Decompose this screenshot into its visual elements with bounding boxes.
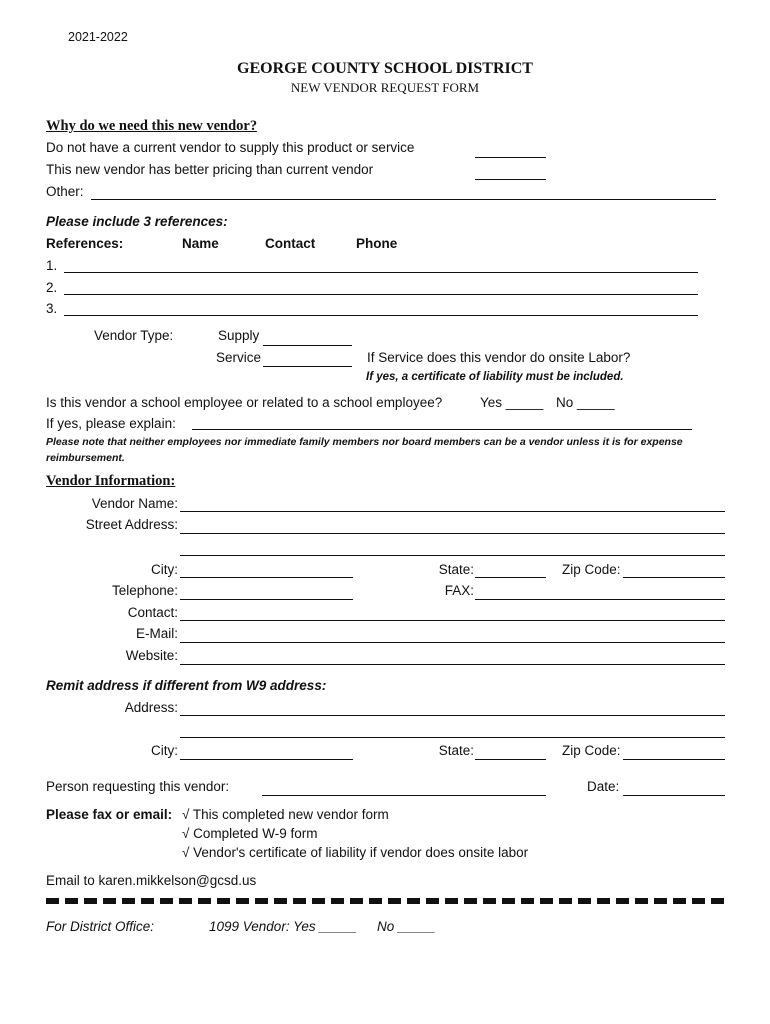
- requester-label: Person requesting this vendor:: [46, 779, 230, 794]
- vendor-name-field[interactable]: [180, 511, 725, 512]
- district-title: GEORGE COUNTY SCHOOL DISTRICT: [237, 60, 533, 77]
- remit-zip-field[interactable]: [623, 759, 725, 760]
- reference-3-field[interactable]: [64, 315, 698, 316]
- contact-field[interactable]: [180, 620, 725, 621]
- employee-note-line1: Please note that neither employees nor immediate family members nor board members can be a vendor unless it is for expense: [46, 436, 683, 448]
- remit-city-label: City:: [151, 743, 178, 758]
- reference-1-number: 1.: [46, 258, 58, 273]
- website-label: Website:: [125, 648, 178, 663]
- email-label: E-Mail:: [135, 626, 178, 641]
- onsite-labor-question: If Service does this vendor do onsite Labor?: [367, 350, 631, 365]
- date-field[interactable]: [623, 795, 725, 796]
- employee-no-field[interactable]: No _____: [556, 395, 615, 410]
- street-address-field[interactable]: [180, 533, 725, 534]
- vendor-type-service-label: Service: [216, 350, 262, 365]
- contact-label: Contact:: [127, 605, 178, 620]
- remit-state-label: State:: [438, 743, 474, 758]
- district-office-label: For District Office:: [46, 919, 155, 934]
- employee-note-line2: reimbursement.: [46, 452, 125, 464]
- reason-no-vendor-label: Do not have a current vendor to supply this product or service: [46, 140, 415, 155]
- date-label: Date:: [587, 779, 620, 794]
- why-heading: Why do we need this new vendor?: [46, 118, 258, 134]
- vendor-type-supply-field[interactable]: [263, 345, 352, 346]
- remit-address-field-2[interactable]: [180, 737, 725, 738]
- reference-2-number: 2.: [46, 280, 58, 295]
- reason-pricing-field[interactable]: [475, 179, 546, 180]
- city-label: City:: [151, 562, 178, 577]
- email-to-text: Email to karen.mikkelson@gcsd.us: [46, 873, 257, 888]
- remit-state-field[interactable]: [475, 759, 546, 760]
- city-field[interactable]: [180, 577, 353, 578]
- street-address-label: Street Address:: [85, 517, 178, 532]
- requester-field[interactable]: [262, 795, 546, 796]
- remit-address-field[interactable]: [180, 715, 725, 716]
- vendor-1099-no-field[interactable]: No _____: [377, 919, 436, 934]
- street-address-field-2[interactable]: [180, 555, 725, 556]
- vendor-name-label: Vendor Name:: [91, 496, 178, 511]
- zip-code-field[interactable]: [623, 577, 725, 578]
- email-field[interactable]: [180, 642, 725, 643]
- checklist-item-liability: √ Vendor's certificate of liability if vendor does onsite labor: [182, 845, 529, 860]
- reason-no-vendor-field[interactable]: [475, 157, 546, 158]
- references-col-contact: Contact: [265, 236, 316, 251]
- fax-label: FAX:: [444, 583, 474, 598]
- vendor-type-service-field[interactable]: [263, 366, 352, 367]
- onsite-labor-note: If yes, a certificate of liability must be included.: [366, 371, 624, 383]
- remit-heading: Remit address if different from W9 address:: [46, 678, 327, 693]
- form-year: 2021-2022: [68, 30, 128, 44]
- state-label: State:: [438, 562, 474, 577]
- references-col-name: Name: [182, 236, 219, 251]
- reason-other-field[interactable]: [91, 199, 716, 200]
- reference-1-field[interactable]: [64, 272, 698, 273]
- references-col-phone: Phone: [356, 236, 398, 251]
- form-subtitle: NEW VENDOR REQUEST FORM: [290, 80, 480, 95]
- references-label: References:: [46, 236, 124, 251]
- telephone-field[interactable]: [180, 599, 353, 600]
- references-heading: Please include 3 references:: [46, 214, 228, 229]
- reference-2-field[interactable]: [64, 294, 698, 295]
- vendor-type-label: Vendor Type:: [94, 328, 174, 343]
- remit-city-field[interactable]: [180, 759, 353, 760]
- zip-code-label: Zip Code:: [562, 562, 621, 577]
- vendor-info-heading: Vendor Information:: [46, 473, 176, 489]
- checklist-item-form: √ This completed new vendor form: [182, 807, 389, 822]
- vendor-type-supply-label: Supply: [218, 328, 260, 343]
- vendor-1099-yes-field[interactable]: 1099 Vendor: Yes _____: [209, 919, 357, 934]
- reason-pricing-label: This new vendor has better pricing than current vendor: [46, 162, 374, 177]
- employee-explain-field[interactable]: [192, 429, 692, 430]
- separator-dashed-line: [46, 898, 724, 904]
- state-field[interactable]: [475, 577, 546, 578]
- remit-address-label: Address:: [124, 700, 178, 715]
- fax-email-label: Please fax or email:: [46, 807, 173, 822]
- reference-3-number: 3.: [46, 301, 58, 316]
- fax-field[interactable]: [475, 599, 725, 600]
- reason-other-label: Other:: [46, 184, 84, 199]
- employee-yes-field[interactable]: Yes _____: [480, 395, 544, 410]
- website-field[interactable]: [180, 664, 725, 665]
- remit-zip-label: Zip Code:: [562, 743, 621, 758]
- employee-question: Is this vendor a school employee or related to a school employee?: [46, 395, 443, 410]
- checklist-item-w9: √ Completed W-9 form: [182, 826, 318, 841]
- telephone-label: Telephone:: [111, 583, 178, 598]
- employee-explain-label: If yes, please explain:: [46, 416, 176, 431]
